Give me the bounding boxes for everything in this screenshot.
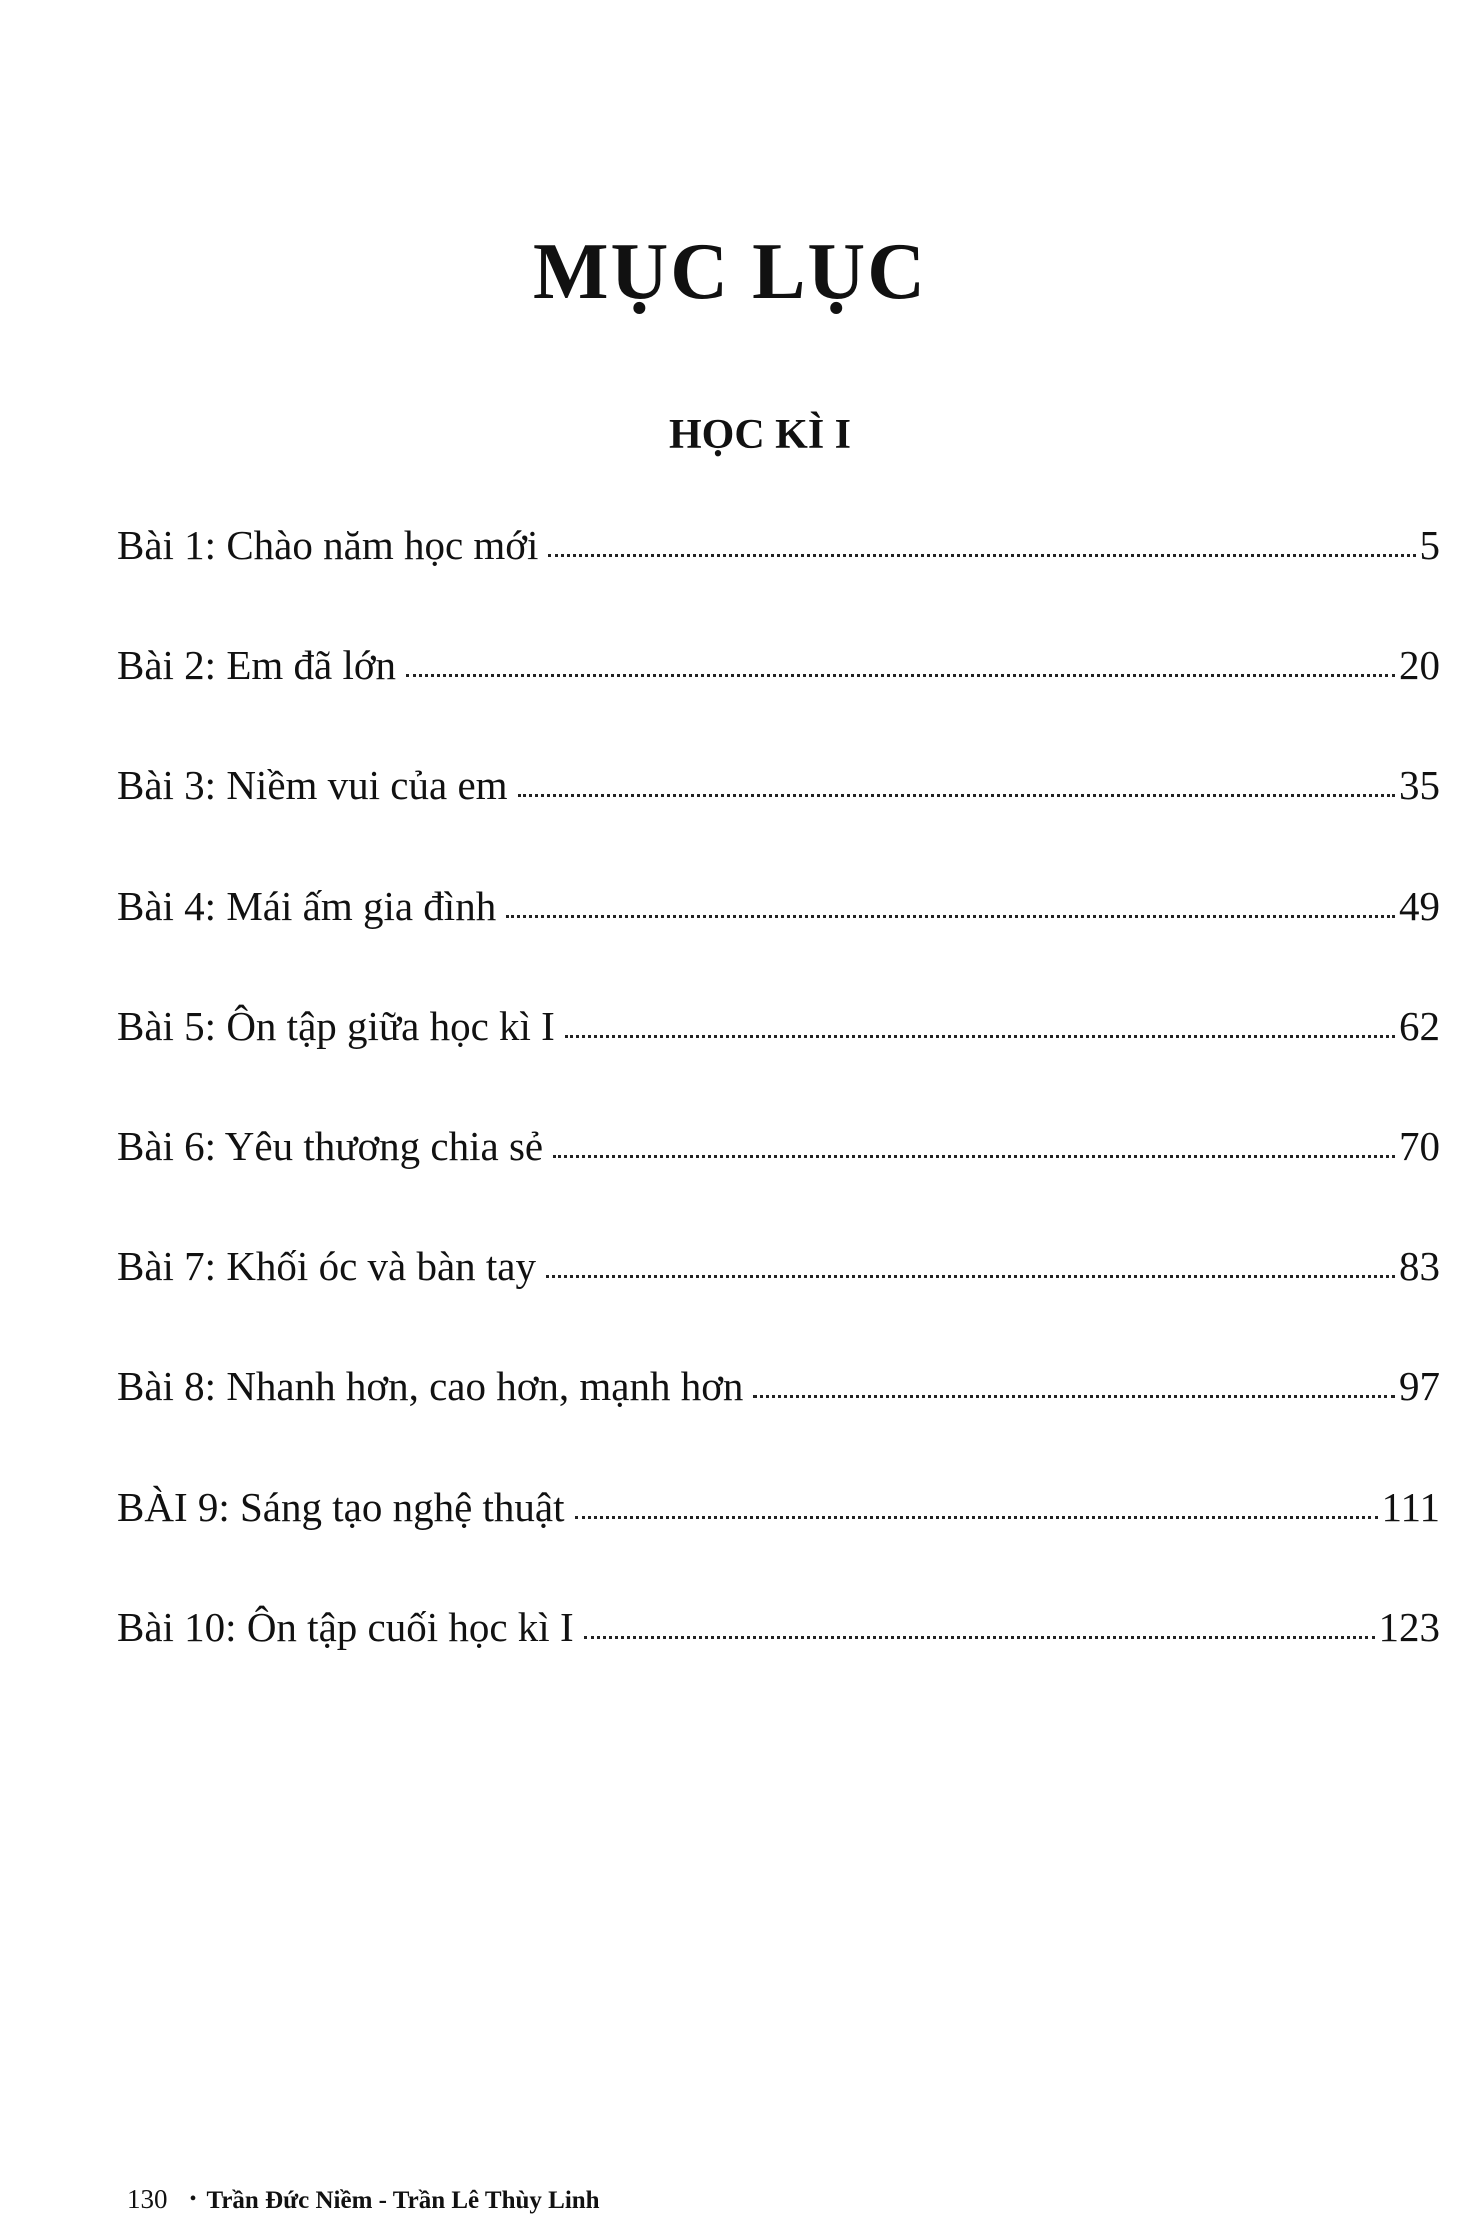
- dot-leader: [406, 674, 1395, 677]
- toc-entry-title: Bài 5: Ôn tập giữa học kì I: [117, 1002, 555, 1049]
- toc-entry: [117, 1483, 1440, 1607]
- toc-entry-title: Bài 7: Khối óc và bàn tay: [117, 1243, 537, 1290]
- toc-entry-page: 62: [1399, 1002, 1440, 1049]
- toc-entry: [117, 1122, 1440, 1246]
- toc-entry-title: Bài 6: Yêu thương chia sẻ: [117, 1122, 544, 1169]
- toc-entry: [117, 642, 1440, 765]
- toc-entry: [117, 882, 1440, 1006]
- toc-entry: [117, 1603, 1440, 1727]
- dot-leader: [584, 1636, 1375, 1639]
- toc-entry-title: BÀI 9: Sáng tạo nghệ thuật: [117, 1483, 565, 1530]
- toc-entry-title: Bài 10: Ôn tập cuối học kì I: [117, 1603, 574, 1650]
- footer-page-number: 130: [127, 2184, 168, 2214]
- toc-entry-page: 111: [1381, 1483, 1440, 1530]
- toc-entry-page: 97: [1399, 1363, 1440, 1410]
- dot-leader: [553, 1155, 1395, 1158]
- section-heading: HỌC KÌ I: [668, 412, 852, 458]
- toc-entry-page: 70: [1399, 1122, 1440, 1169]
- table-of-contents: [117, 522, 1440, 1727]
- toc-entry: [117, 1363, 1440, 1486]
- toc-entry-title: Bài 1: Chào năm học mới: [117, 522, 539, 568]
- toc-entry-page: 35: [1399, 762, 1440, 809]
- toc-entry-title: Bài 8: Nhanh hơn, cao hơn, mạnh hơn: [117, 1363, 744, 1410]
- page-footer: [127, 2186, 600, 2213]
- dot-leader: [565, 1035, 1395, 1038]
- toc-entry: [117, 1002, 1440, 1126]
- toc-entry-page: 20: [1399, 642, 1440, 689]
- dot-leader: [548, 554, 1415, 557]
- toc-entry-title: Bài 3: Niềm vui của em: [117, 762, 508, 809]
- dot-leader: [506, 915, 1395, 918]
- toc-entry-page: 123: [1378, 1603, 1440, 1650]
- page-title: MỤC LỤC: [533, 228, 927, 316]
- toc-entry: [117, 762, 1440, 885]
- toc-entry: [117, 522, 1440, 645]
- toc-entry-page: 5: [1419, 522, 1440, 568]
- bullet-icon: •: [189, 2188, 197, 2210]
- toc-entry-page: 49: [1399, 882, 1440, 929]
- footer-authors: Trần Đức Niềm - Trần Lê Thùy Linh: [206, 2187, 600, 2214]
- toc-entry-title: Bài 4: Mái ấm gia đình: [117, 882, 497, 929]
- toc-entry-title: Bài 2: Em đã lớn: [117, 642, 397, 689]
- toc-entry: [117, 1243, 1440, 1366]
- dot-leader: [753, 1395, 1395, 1398]
- toc-entry-page: 83: [1399, 1243, 1440, 1290]
- dot-leader: [575, 1516, 1378, 1519]
- dot-leader: [546, 1275, 1395, 1278]
- dot-leader: [518, 794, 1395, 797]
